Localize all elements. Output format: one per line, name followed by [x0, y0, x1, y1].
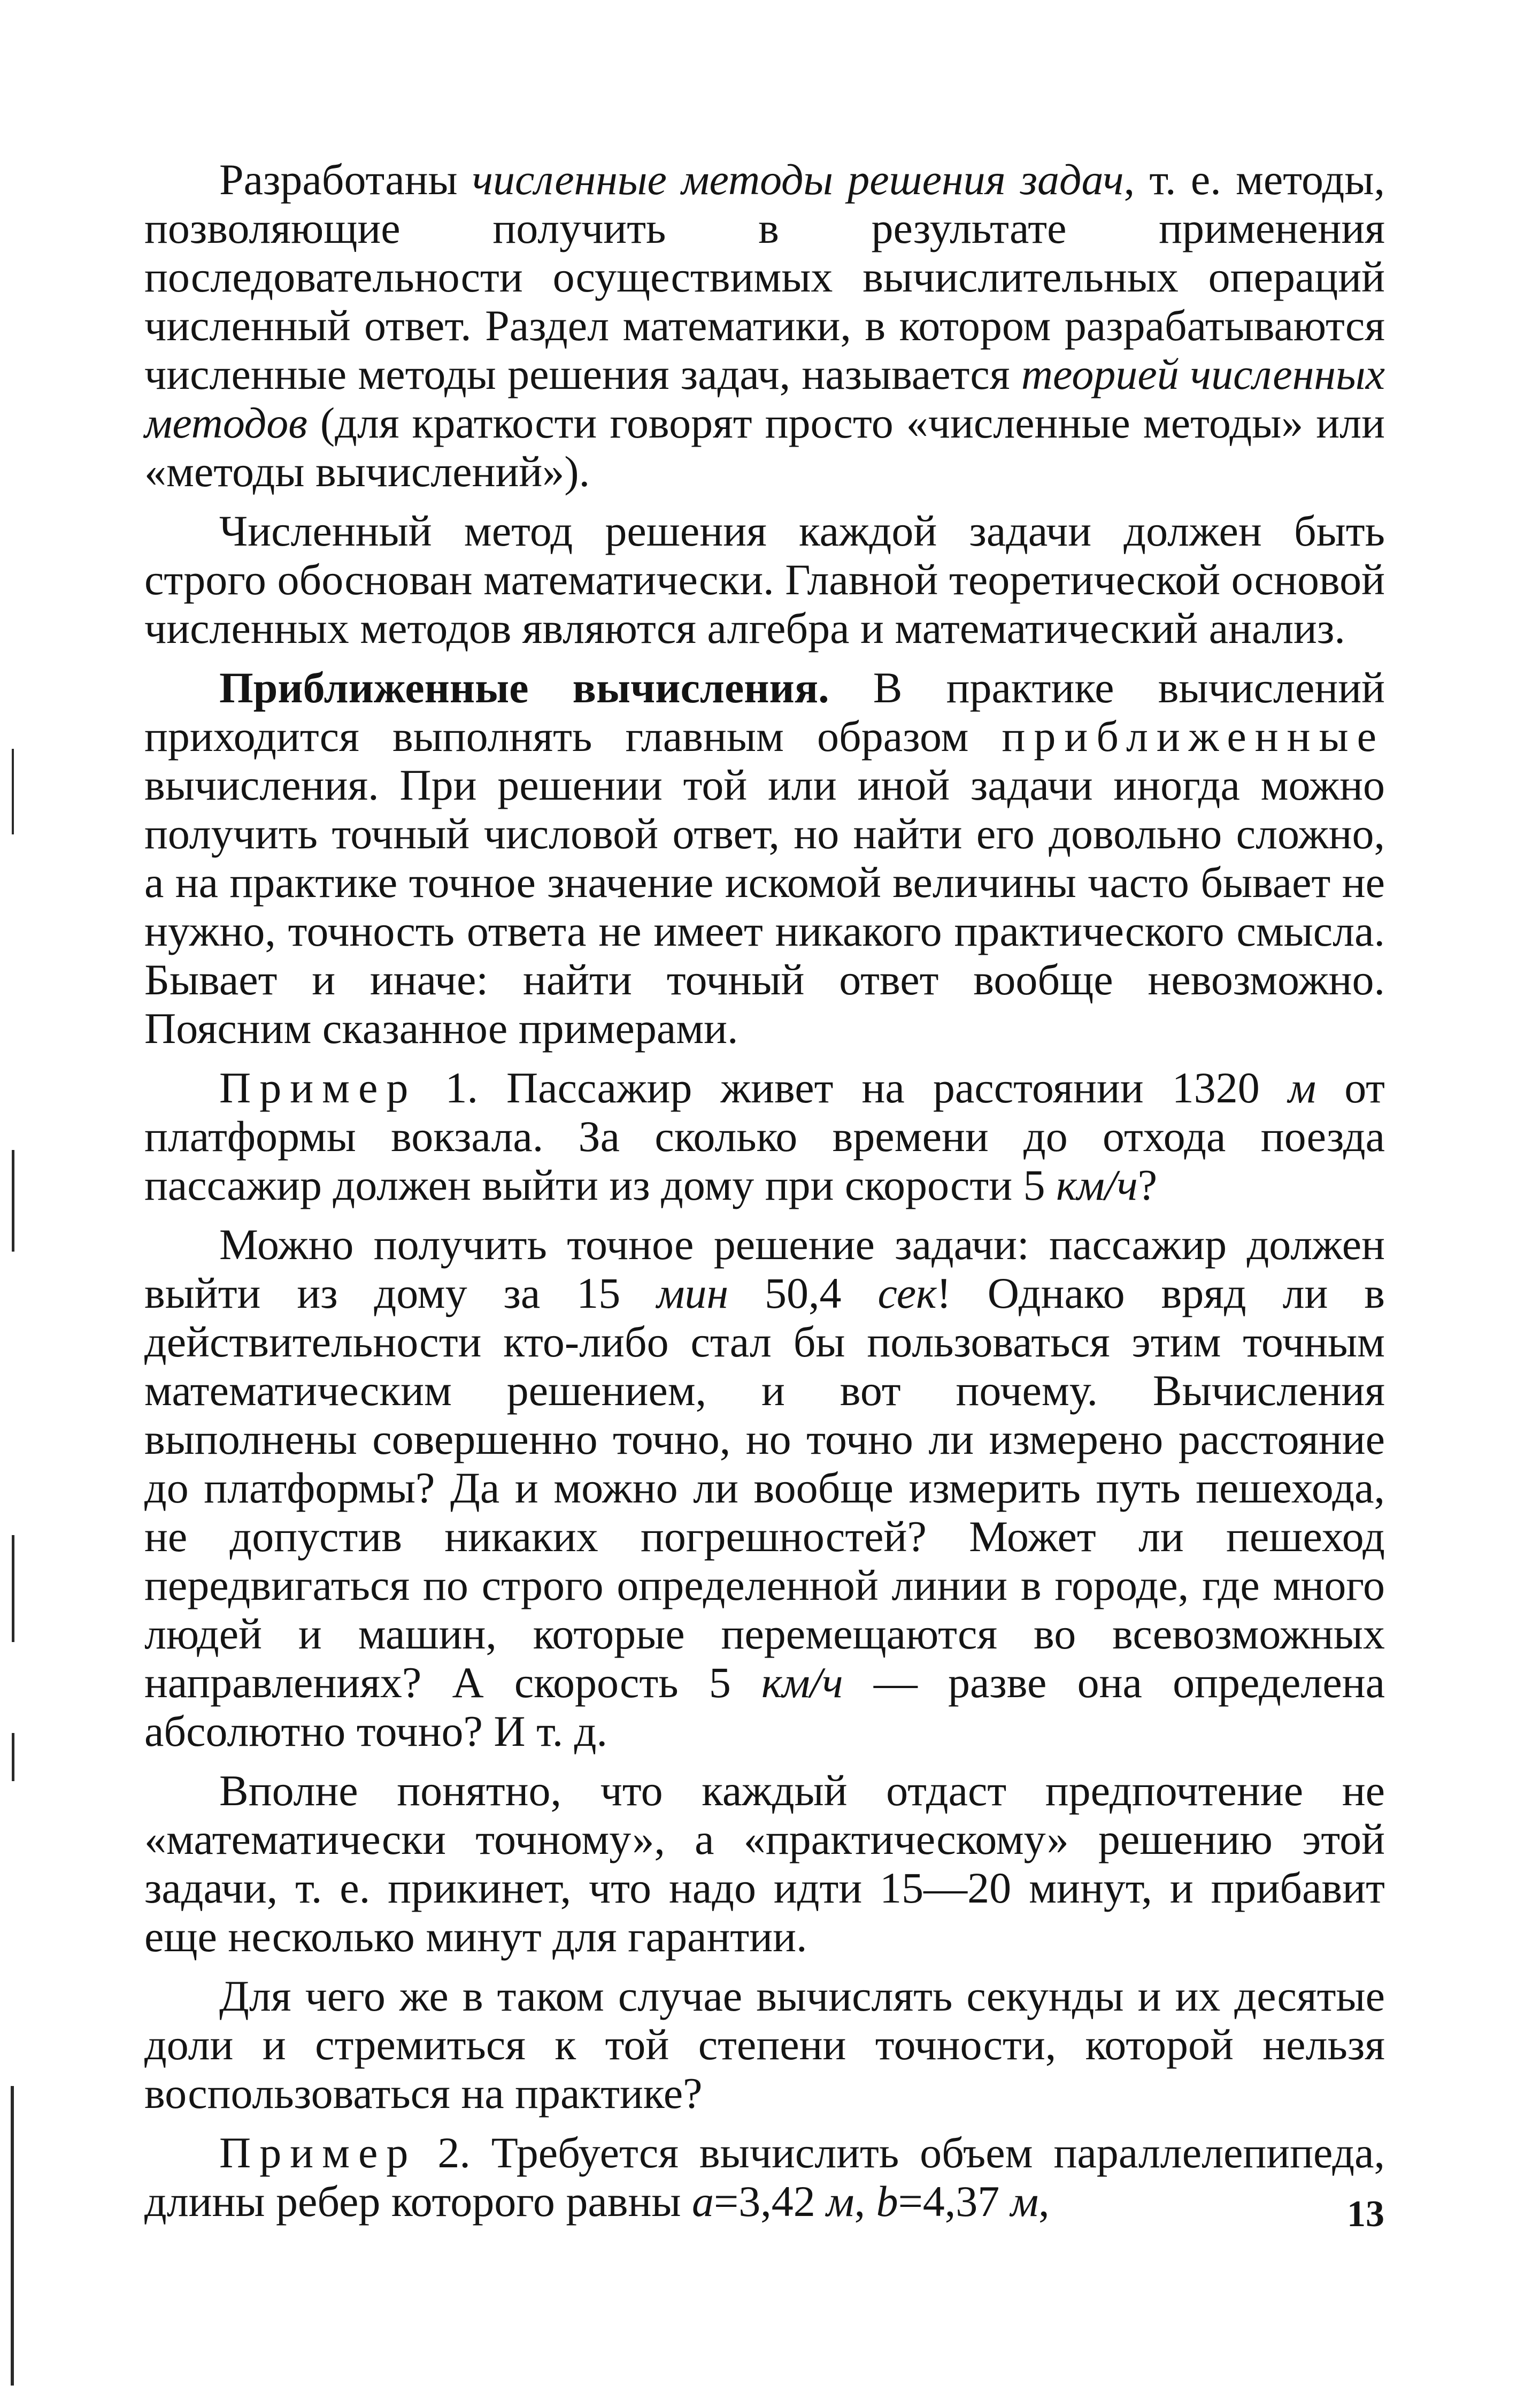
- text-run: 50,4: [728, 1269, 878, 1317]
- text-run: 1. Пассажир живет на расстоянии 1320: [417, 1063, 1288, 1112]
- text-run: сек: [877, 1269, 937, 1317]
- text-run: Можно получить точное решение задачи: пассажир должен выйти из дому за 15: [144, 1220, 1385, 1317]
- scan-margin-mark: [11, 2086, 14, 2386]
- paragraph-approximate-calculations: [144, 663, 1385, 1053]
- text-run: ,: [854, 2177, 876, 2226]
- text-run: Вполне понятно, что каждый отдаст предпочтение не «математически точному», а «практическому» решению этой задачи, т. е. прикинет, что надо идти 15—20 минут, и прибавит еще несколько минут для гарантии.: [144, 1766, 1385, 1961]
- text-run: a: [691, 2177, 714, 2226]
- text-run: В практике вычислений приходится выполнять главным образом: [144, 663, 1385, 761]
- page-body: [144, 155, 1385, 2348]
- text-run: Разработаны: [219, 155, 472, 204]
- text-run: км/ч: [761, 1658, 843, 1707]
- text-run: теорией численных методов: [144, 350, 1385, 447]
- text-run: вычисления. При решении той или иной задачи иногда можно получить точный числовой ответ, но найти его довольно сложно, а на практике точное значение искомой величины часто бывает не нужно, точность ответа не имеет никакого практического смысла. Бывает и иначе: найти точный ответ вообще невозможно. Поясним сказанное примерами.: [144, 761, 1385, 1053]
- text-run: численные методы решения задач: [472, 155, 1124, 204]
- paragraph-example-1: [144, 1063, 1385, 1209]
- text-run: мин: [657, 1269, 729, 1317]
- text-run: Приближенные вычисления.: [219, 663, 829, 712]
- paragraph-mathematical-foundation: [144, 507, 1385, 653]
- text-run: , т. е. методы, позволяющие получить в результате применения последовательности осуществимых вычислительных операций численный ответ. Раздел математики, в котором разрабатываются численные методы решения задач, называется: [144, 155, 1385, 398]
- paragraph-example-2: [144, 2128, 1385, 2226]
- text-run: от платформы вокзала. За сколько времени до отхода поезда пассажир должен выйти из дому при скорости 5: [144, 1063, 1385, 1209]
- scan-margin-mark: [12, 1150, 14, 1252]
- text-run: b: [876, 2177, 898, 2226]
- text-run: м: [1288, 1063, 1316, 1112]
- text-run: Пример: [219, 1063, 417, 1112]
- text-run: м: [826, 2177, 854, 2226]
- text-run: км/ч: [1056, 1161, 1138, 1209]
- paragraph-exact-solution: [144, 1220, 1385, 1755]
- text-run: ,: [1038, 2177, 1050, 2226]
- text-run: ! Однако вряд ли в действительности кто-либо стал бы пользоваться этим точным математическим решением, и вот почему. Вычисления выполнены совершенно точно, но точно ли измерено расстояние до платформы? Да и можно ли вообще измерить путь пешехода, не допустив никаких погрешностей? Может ли пешеход передвигаться по строго определенной линии в городе, где много людей и машин, которые перемещаются во всевозможных направлениях? А скорость 5: [144, 1269, 1385, 1707]
- text-run: м: [1010, 2177, 1039, 2226]
- scan-margin-mark: [12, 1535, 14, 1642]
- text-run: Пример: [219, 2128, 417, 2177]
- paragraph-practical-preference: [144, 1766, 1385, 1961]
- scan-margin-mark: [12, 749, 14, 834]
- text-run: ?: [1137, 1161, 1158, 1209]
- paragraph-numerical-methods: [144, 155, 1385, 496]
- text-run: (для краткости говорят просто «численные методы» или «методы вычислений»).: [144, 398, 1385, 496]
- text-run: 2. Требуется вычислить объем параллелепипеда, длины ребер которого равны: [144, 2128, 1385, 2226]
- text-run: =3,42: [713, 2177, 827, 2226]
- text-run: приближенные: [1002, 712, 1385, 761]
- text-run: — разве она определена абсолютно точно? И т. д.: [144, 1658, 1385, 1755]
- page-number: 13: [1347, 2194, 1384, 2235]
- text-run: Численный метод решения каждой задачи должен быть строго обоснован математически. Главной теоретической основой численных методов являются алгебра и математический анализ.: [144, 507, 1385, 653]
- text-run: Для чего же в таком случае вычислять секунды и их десятые доли и стремиться к той степени точности, которой нельзя воспользоваться на практике?: [144, 1972, 1385, 2118]
- text-run: =4,37: [898, 2177, 1011, 2226]
- scan-margin-mark: [12, 1733, 14, 1781]
- paragraph-precision-question: [144, 1972, 1385, 2118]
